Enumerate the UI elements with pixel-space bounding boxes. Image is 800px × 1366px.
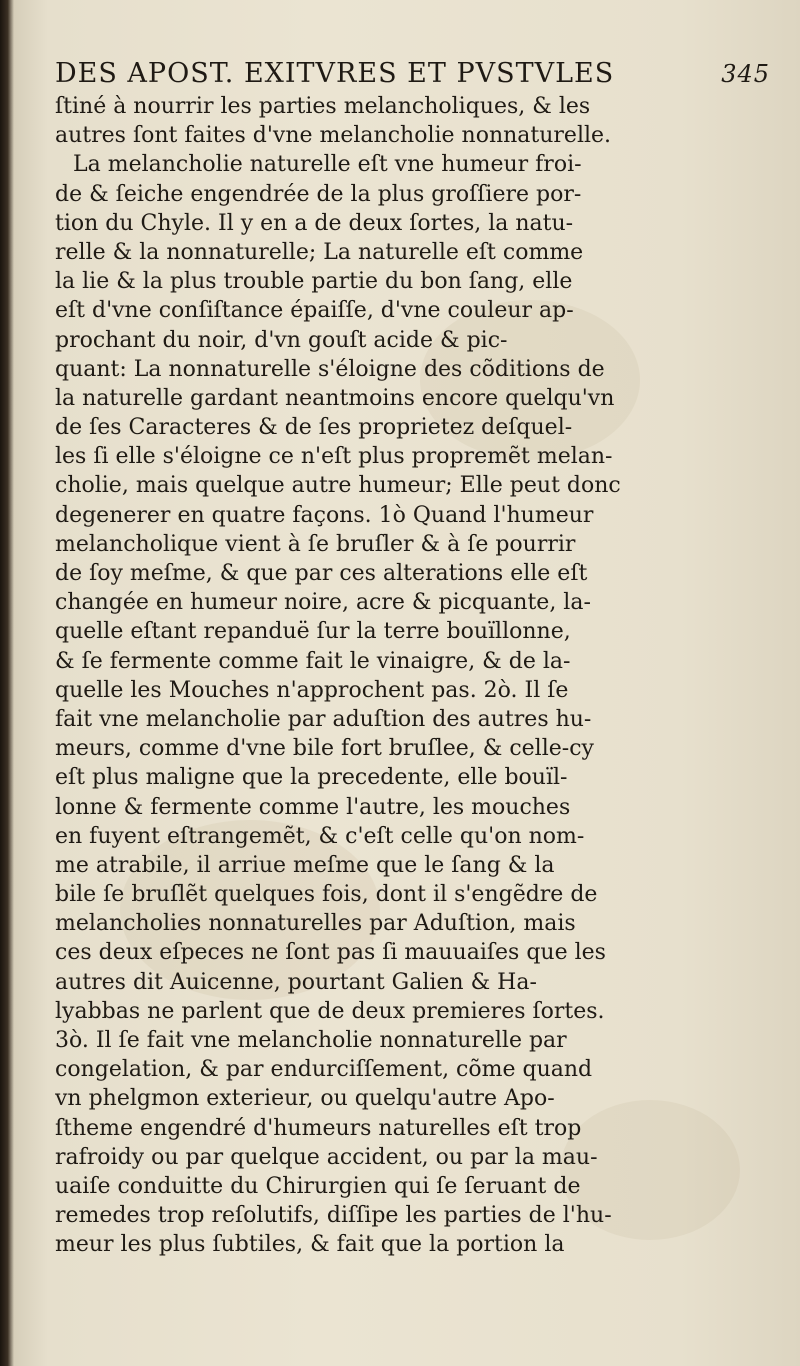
text-line: cholie, mais quelque autre humeur; Elle peut donc	[55, 473, 621, 499]
text-line: autres dit Auicenne, pourtant Galien & Ha-	[55, 969, 537, 995]
text-line: melancholies nonnaturelles par Aduſtion, mais	[55, 911, 576, 937]
text-block	[55, 56, 770, 1260]
text-line: ces deux eſpeces ne ſont pas ſi mauuaiſes que les	[55, 940, 606, 966]
text-line: bile ſe bruſlẽt quelques fois, dont il s'engẽdre de	[55, 882, 598, 908]
text-line: me atrabile, il arriue meſme que le ſang & la	[55, 852, 555, 878]
text-line: meur les plus ſubtiles, & fait que la portion la	[55, 1232, 565, 1258]
text-line: melancholique vient à ſe bruſler & à ſe pourrir	[55, 531, 576, 557]
text-line: degenerer en quatre façons. 1ò Quand l'humeur	[55, 502, 594, 528]
text-line: quelle les Mouches n'approchent pas. 2ò. Il ſe	[55, 677, 569, 703]
running-title: DES APOST. EXITVRES ET PVSTVLES	[55, 58, 615, 89]
page-number: 345	[721, 60, 770, 88]
text-line: relle & la nonnaturelle; La naturelle eſt comme	[55, 239, 584, 265]
text-line: lonne & fermente comme l'autre, les mouches	[55, 794, 571, 820]
text-line: en fuyent eſtrangemẽt, & c'eſt celle qu'on nom-	[55, 823, 585, 849]
text-line: les ſi elle s'éloigne ce n'eſt plus propremẽt melan-	[55, 444, 613, 470]
text-line: vn phelgmon exterieur, ou quelqu'autre Apo-	[55, 1086, 555, 1112]
text-line: meurs, comme d'vne bile fort bruſlee, & celle-cy	[55, 736, 594, 762]
running-head	[55, 56, 770, 92]
body-text	[55, 92, 770, 1260]
text-line: de & ſeiche engendrée de la plus groſſiere por-	[55, 181, 582, 207]
text-line: ſtheme engendré d'humeurs naturelles eſt trop	[55, 1115, 582, 1141]
text-line: fait vne melancholie par aduſtion des autres hu-	[55, 706, 592, 732]
text-line: la naturelle gardant neantmoins encore quelqu'vn	[55, 385, 615, 411]
text-line: prochant du noir, d'vn gouſt acide & pic-	[55, 327, 508, 353]
text-line: de ſoy meſme, & que par ces alterations elle eſt	[55, 561, 588, 586]
text-line: ſtiné à nourrir les parties melancholiques, & les	[55, 94, 591, 119]
text-line: la lie & la plus trouble partie du bon ſang, elle	[55, 269, 573, 295]
text-line: changée en humeur noire, acre & picquante, la-	[55, 590, 591, 616]
text-line: de ſes Caracteres & de ſes proprietez deſquel-	[55, 415, 573, 441]
text-line: 3ò. Il ſe fait vne melancholie nonnaturelle par	[55, 1028, 567, 1053]
text-line: lyabbas ne parlent que de deux premieres ſortes.	[55, 998, 605, 1024]
text-line: quelle eſtant repanduë ſur la terre bouïllonne,	[55, 619, 571, 645]
text-line: eſt plus maligne que la precedente, elle bouïl-	[55, 765, 568, 791]
text-line: tion du Chyle. Il y en a de deux ſortes, la natu-	[55, 210, 574, 236]
text-line: quant: La nonnaturelle s'éloigne des cõditions de	[55, 356, 605, 382]
text-line: uaiſe conduitte du Chirurgien qui ſe ſeruant de	[55, 1173, 581, 1199]
text-line: congelation, & par endurciſſement, cõme quand	[55, 1057, 593, 1083]
text-line: eſt d'vne conſiſtance épaiſſe, d'vne couleur ap-	[55, 298, 574, 324]
text-line: rafroidy ou par quelque accident, ou par la mau-	[55, 1144, 598, 1170]
text-line: La melancholie naturelle eſt vne humeur froi-	[73, 152, 582, 178]
text-line: autres ſont faites d'vne melancholie nonnaturelle.	[55, 123, 612, 149]
text-line: remedes trop reſolutifs, diſſipe les parties de l'hu-	[55, 1203, 612, 1229]
binding-gutter	[0, 0, 14, 1366]
text-line: & ſe fermente comme fait le vinaigre, & de la-	[55, 648, 571, 674]
